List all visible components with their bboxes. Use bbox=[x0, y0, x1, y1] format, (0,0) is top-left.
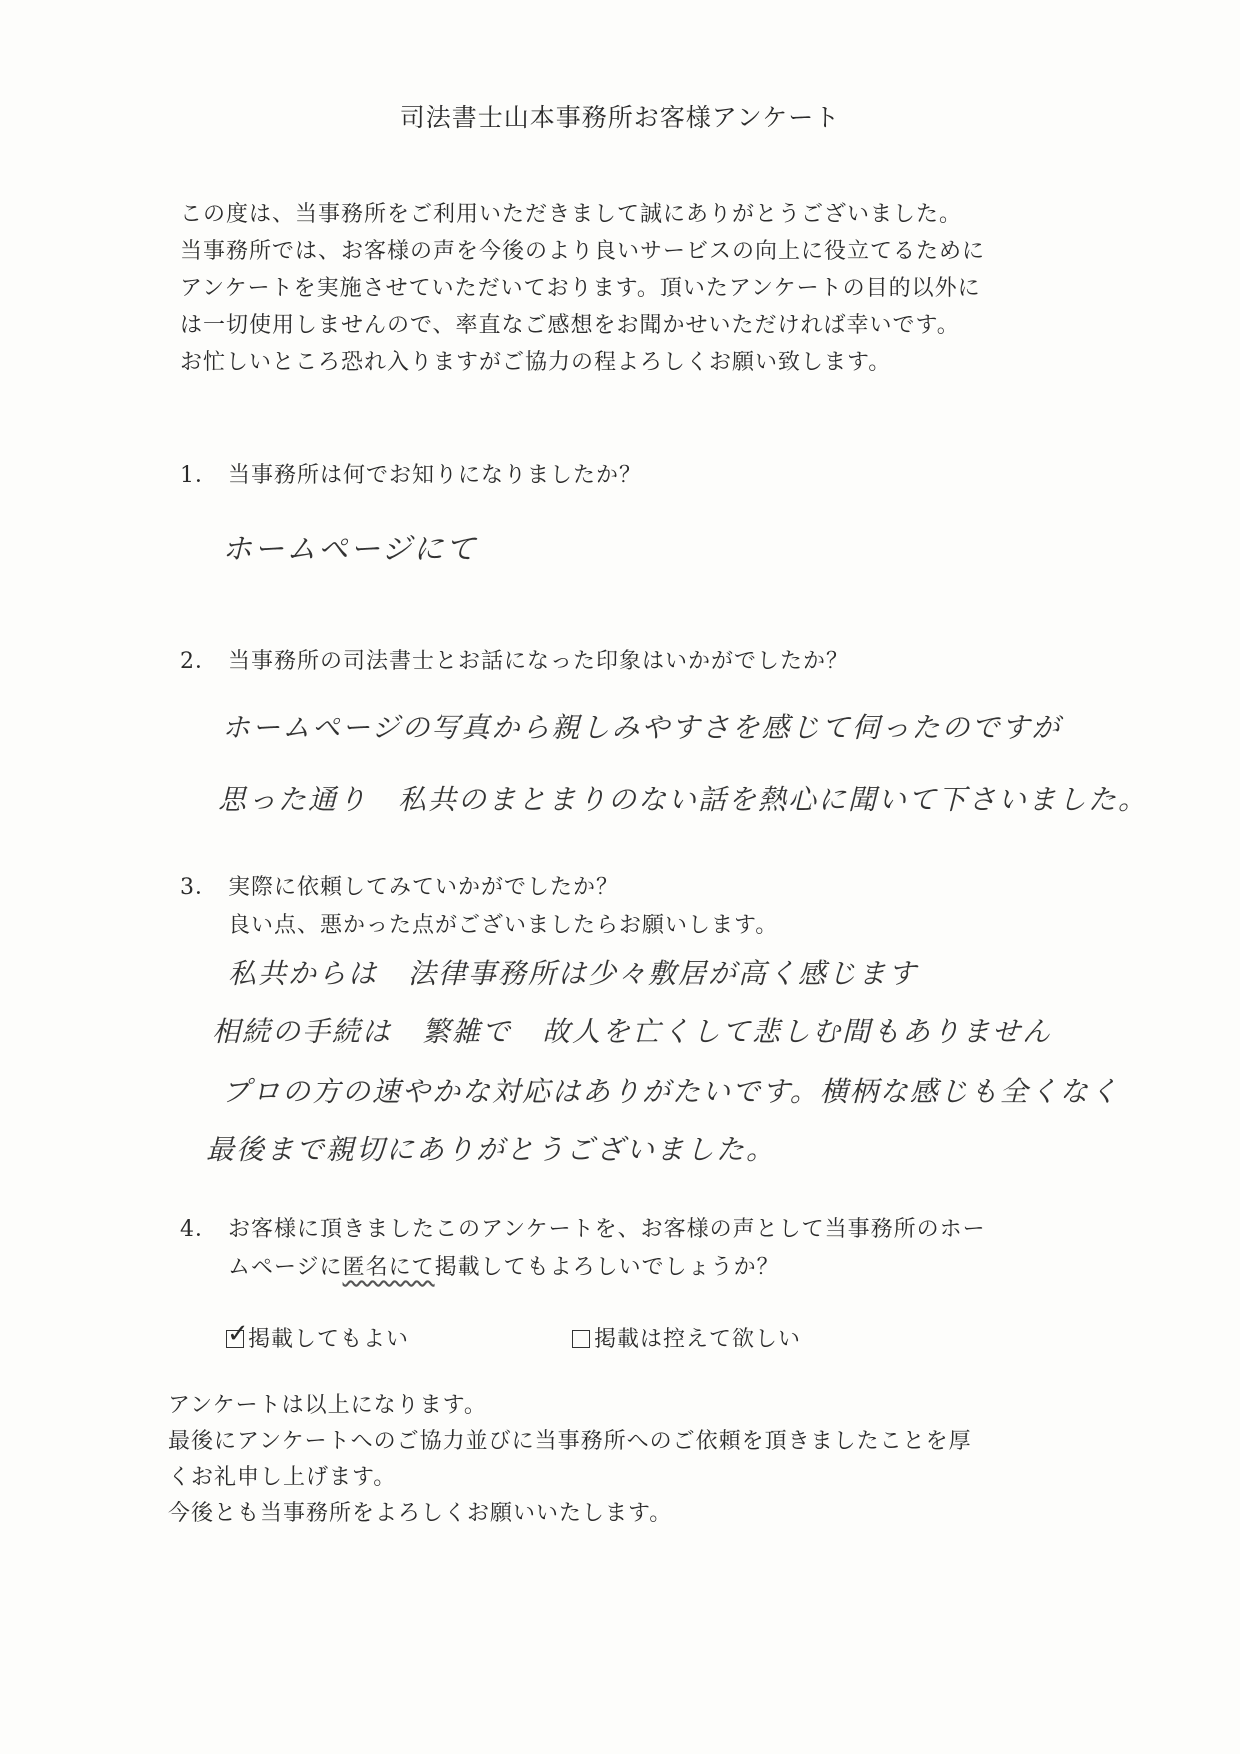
option-publish-decline[interactable] bbox=[572, 1322, 801, 1353]
answer-3-line: 相続の手続は 繁雑で 故人を亡くして悲しむ間もありません bbox=[212, 1015, 1053, 1048]
question-number: 2． bbox=[180, 649, 218, 674]
question-text: お客様に頂きましたこのアンケートを、お客様の声として当事務所のホー bbox=[228, 1217, 986, 1242]
anonymous-emphasis: 匿名にて bbox=[342, 1255, 435, 1280]
answer-3-line: プロの方の速やかな対応はありがたいです。横柄な感じも全くなく bbox=[222, 1075, 1120, 1108]
question-text: 当事務所の司法書士とお話になった印象はいかがでしたか？ bbox=[228, 649, 850, 674]
question-2 bbox=[180, 644, 849, 675]
intro-line: 当事務所では、お客様の声を今後のより良いサービスの向上に役立てるために bbox=[180, 239, 986, 264]
checkmark-icon: ✓ bbox=[227, 1319, 250, 1349]
question-number: 4． bbox=[180, 1217, 218, 1242]
closing-line: アンケートは以上になります。 bbox=[168, 1393, 487, 1418]
closing-line: くお礼申し上げます。 bbox=[168, 1465, 397, 1490]
checkbox-checked[interactable] bbox=[226, 1319, 250, 1349]
question-text: 当事務所は何でお知りになりましたか？ bbox=[228, 463, 643, 488]
option-label: 掲載は控えて欲しい bbox=[594, 1327, 802, 1352]
question-text: ムページに bbox=[228, 1255, 343, 1280]
answer-2-line: ホームページの写真から親しみやすさを感じて伺ったのですが bbox=[222, 711, 1062, 744]
page-title: 司法書士山本事務所お客様アンケート bbox=[399, 103, 841, 132]
intro-line: この度は、当事務所をご利用いただきまして誠にありがとうございました。 bbox=[180, 202, 963, 227]
intro-line: お忙しいところ恐れ入りますがご協力の程よろしくお願い致します。 bbox=[180, 350, 892, 375]
intro-line: アンケートを実施させていただいております。頂いたアンケートの目的以外に bbox=[180, 276, 981, 301]
question-1 bbox=[180, 458, 642, 489]
question-text: 実際に依頼してみていかがでしたか？ bbox=[228, 875, 620, 900]
answer-3-line: 最後まで親切にありがとうございました。 bbox=[206, 1133, 777, 1166]
question-number: 3． bbox=[180, 875, 218, 900]
question-4 bbox=[180, 1212, 986, 1243]
question-number: 1． bbox=[180, 463, 218, 488]
question-4-line2 bbox=[228, 1250, 780, 1281]
intro-paragraph bbox=[180, 196, 1060, 381]
checkbox-unchecked[interactable] bbox=[572, 1330, 590, 1348]
closing-paragraph bbox=[168, 1388, 1068, 1532]
answer-1-handwritten: ホームページにて bbox=[222, 532, 478, 567]
answer-2-line: 思った通り 私共のまとまりのない話を熱心に聞いて下さいました。 bbox=[218, 783, 1149, 816]
option-label: 掲載してもよい bbox=[248, 1327, 410, 1352]
answer-3-line: 私共からは 法律事務所は少々敷居が高く感じます bbox=[228, 957, 919, 990]
question-text: 掲載してもよろしいでしょうか？ bbox=[434, 1255, 780, 1280]
closing-line: 今後とも当事務所をよろしくお願いいたします。 bbox=[168, 1501, 673, 1526]
closing-line: 最後にアンケートへのご協力並びに当事務所へのご依頼を頂きましたことを厚 bbox=[168, 1429, 972, 1454]
intro-line: は一切使用しませんので、率直なご感想をお聞かせいただければ幸いです。 bbox=[180, 313, 960, 338]
option-publish-ok[interactable] bbox=[226, 1319, 410, 1353]
question-3-sub: 良い点、悪かった点がございましたらお願いします。 bbox=[228, 913, 779, 938]
question-3 bbox=[180, 870, 619, 901]
